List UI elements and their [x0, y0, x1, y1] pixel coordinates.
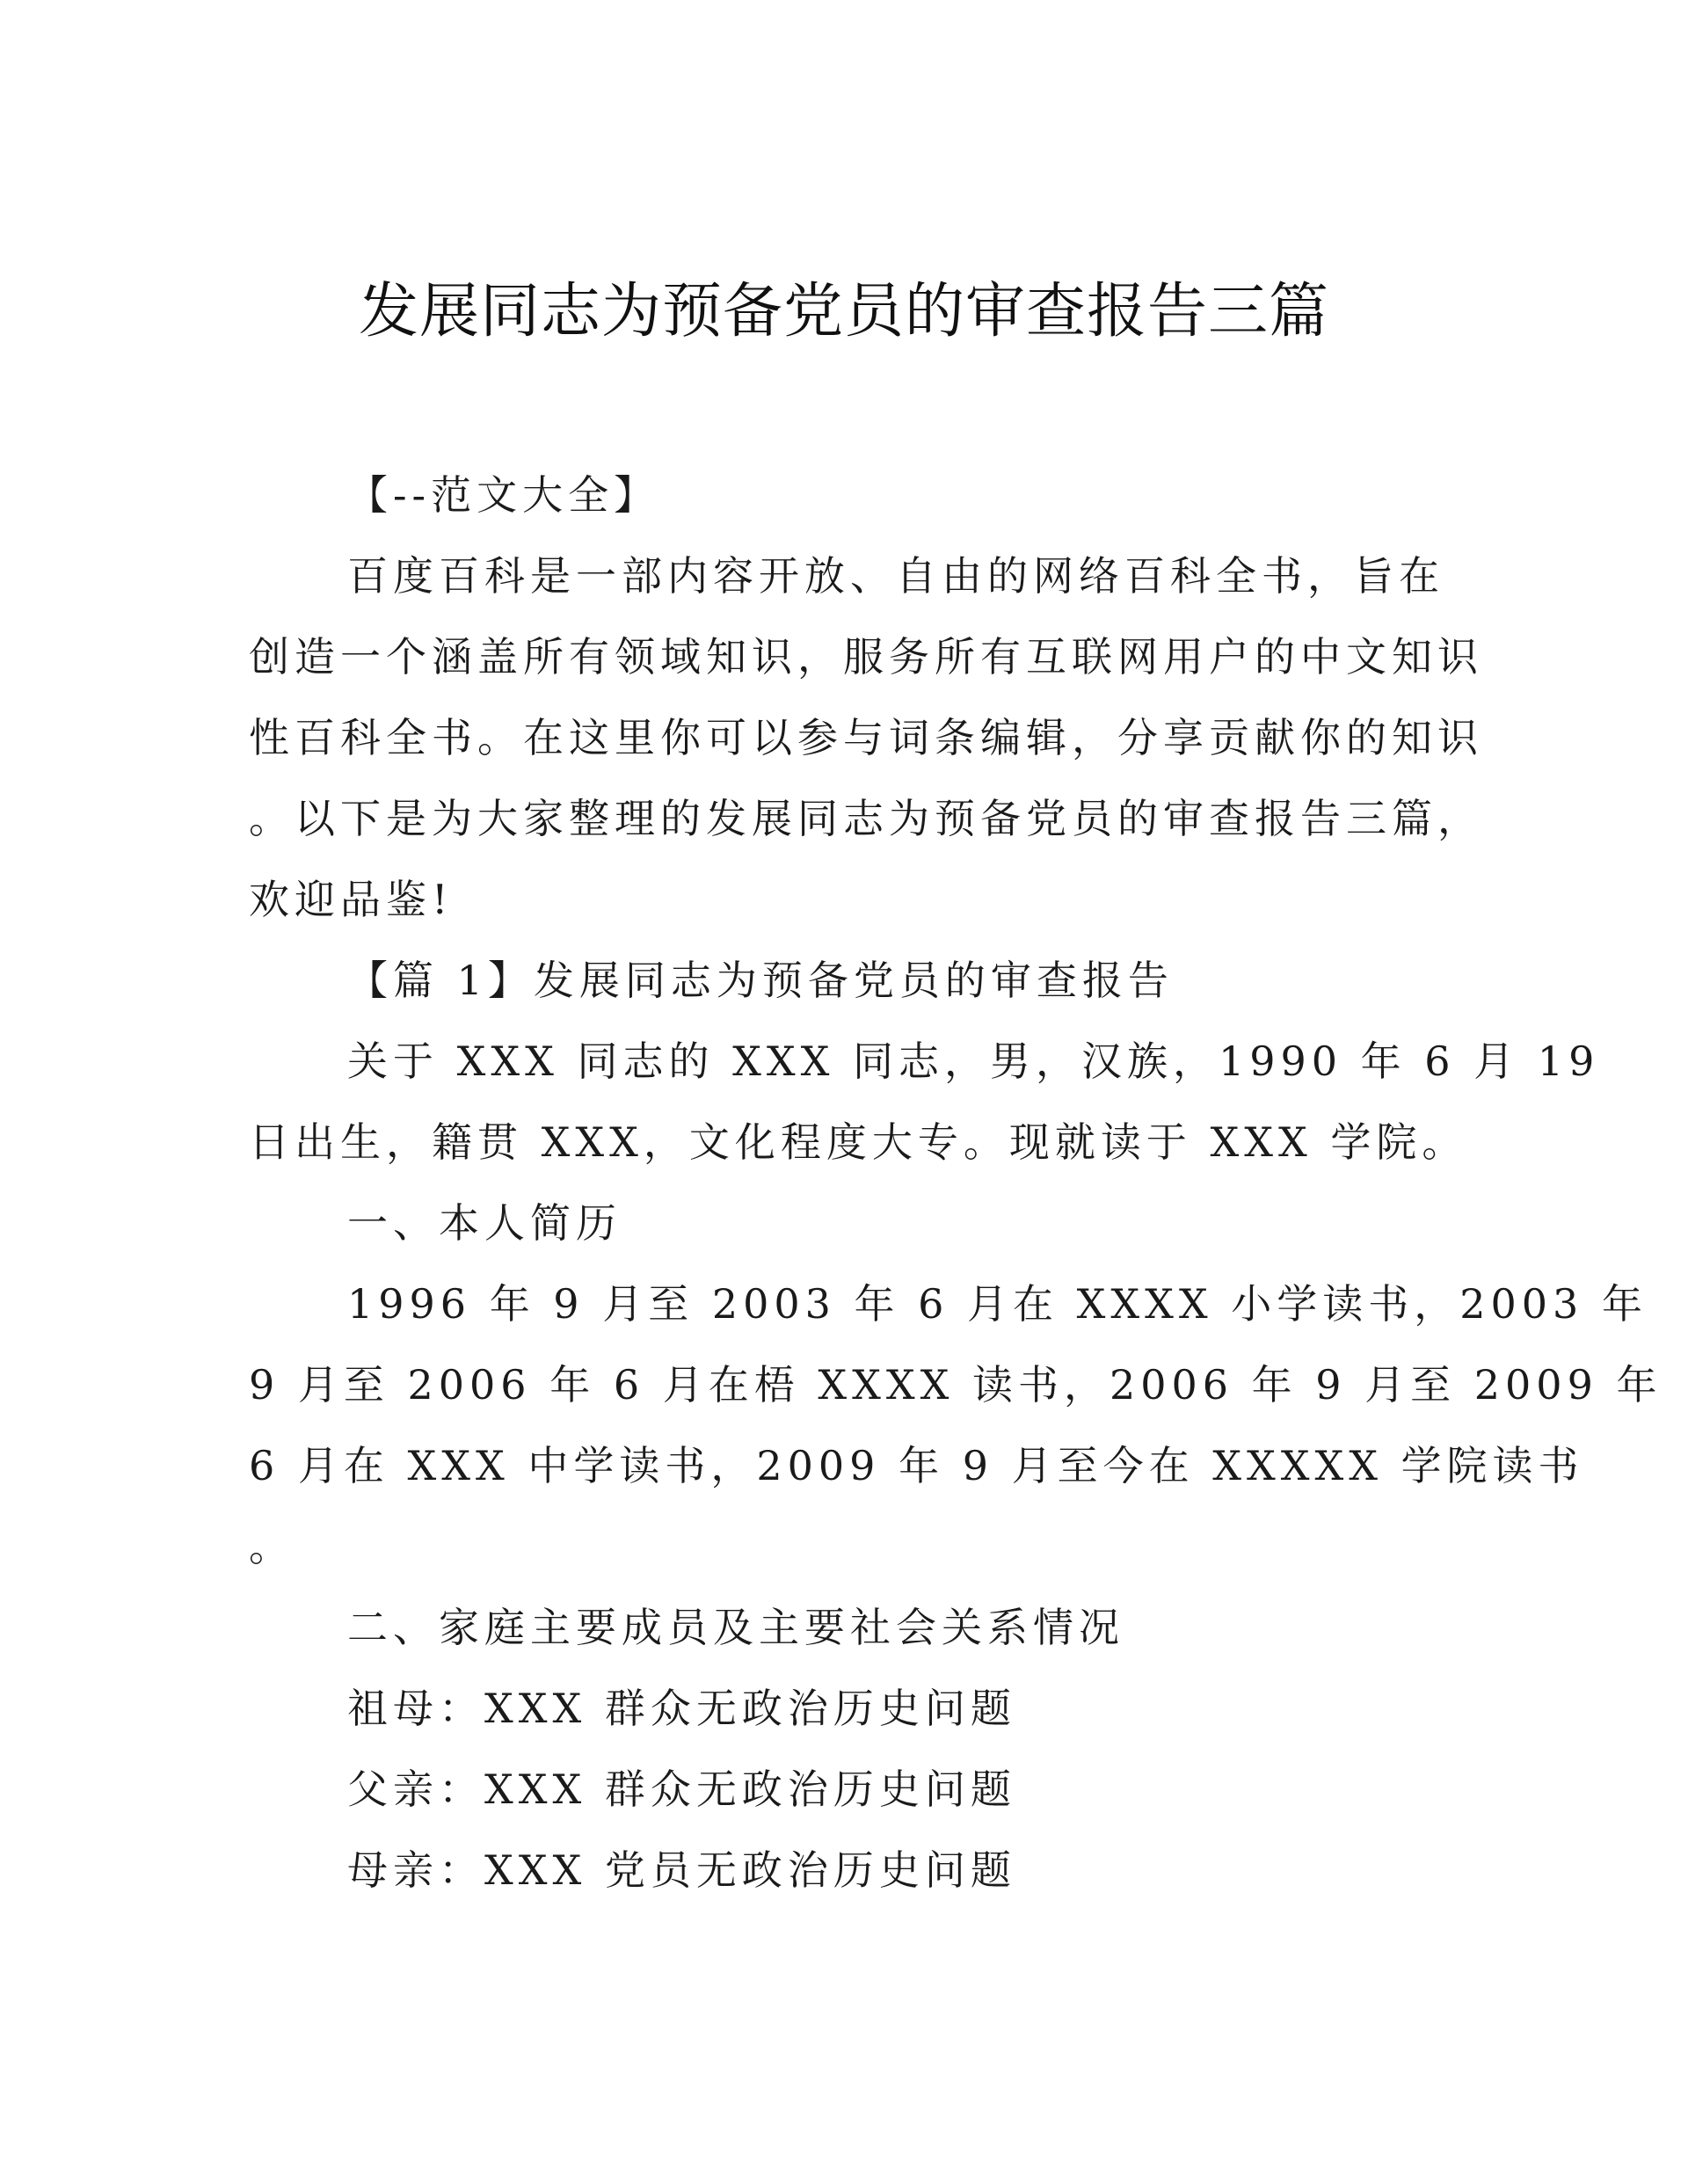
resume-line-3: 6 月在 XXX 中学读书，2009 年 9 月至今在 XXXXX 学院读书: [249, 1442, 1584, 1489]
family-line-father: 父亲：XXX 群众无政治历史问题: [347, 1765, 1016, 1813]
resume-line-1: 1996 年 9 月至 2003 年 6 月在 XXXX 小学读书，2003 年: [347, 1280, 1648, 1328]
intro-line-5: 欢迎品鉴!: [249, 876, 454, 923]
body-line-1: 关于 XXX 同志的 XXX 同志，男，汉族，1990 年 6 月 19: [347, 1037, 1600, 1085]
family-line-grandmother: 祖母：XXX 群众无政治历史问题: [347, 1685, 1016, 1732]
resume-line-2: 9 月至 2006 年 6 月在梧 XXXX 读书，2006 年 9 月至 2009 年: [249, 1361, 1663, 1409]
intro-line-4: 。以下是为大家整理的发展同志为预备党员的审查报告三篇，: [249, 795, 1483, 842]
family-line-mother: 母亲：XXX 党员无政治历史问题: [347, 1846, 1016, 1894]
subheading-resume: 一、本人简历: [347, 1199, 622, 1247]
subheading-family: 二、家庭主要成员及主要社会关系情况: [347, 1604, 1124, 1651]
body-line-2: 日出生，籍贯 XXX，文化程度大专。现就读于 XXX 学院。: [249, 1118, 1468, 1166]
intro-line-2: 创造一个涵盖所有领域知识，服务所有互联网用户的中文知识: [249, 633, 1483, 681]
intro-line-3: 性百科全书。在这里你可以参与词条编辑，分享贡献你的知识: [249, 714, 1483, 761]
section-heading-1: 【篇 1】发展同志为预备党员的审查报告: [347, 957, 1174, 1004]
document-title: 发展同志为预备党员的审查报告三篇: [358, 277, 1329, 346]
source-tag: 【--范文大全】: [347, 471, 660, 519]
intro-line-1: 百度百科是一部内容开放、自由的网络百科全书，旨在: [347, 552, 1444, 600]
resume-line-4: 。: [249, 1523, 295, 1570]
